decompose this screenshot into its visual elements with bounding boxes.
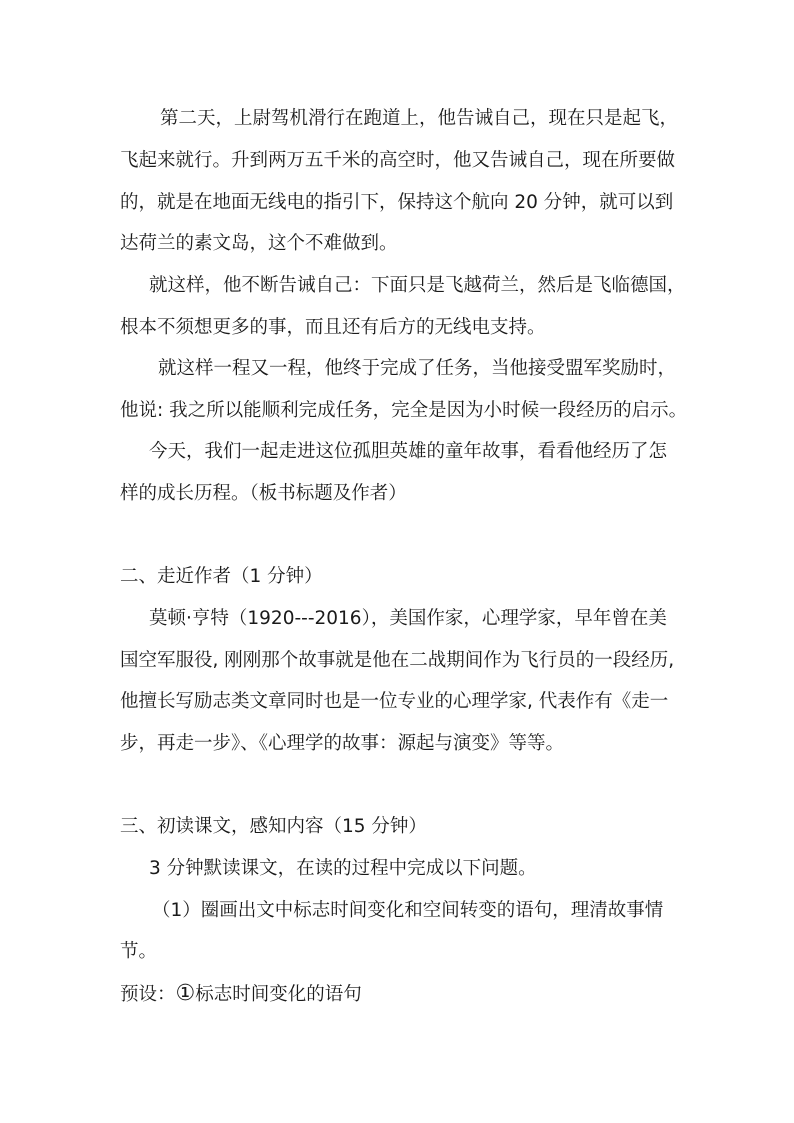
text-line: 3 分钟默读课文，在读的过程中完成以下问题。 [149,858,537,879]
text-line: 根本不须想更多的事，而且还有后方的无线电支持。 [120,317,546,338]
section-heading: 二、走近作者（1 分钟） [120,566,323,587]
text-line: 今天，我们一起走进这位孤胆英雄的童年故事，看看他经历了怎 [149,441,668,462]
text-line: 飞起来就行。升到两万五千米的高空时，他又告诫自己，现在所要做 [120,150,676,171]
text-line: 节。 [120,941,158,962]
text-line: 达荷兰的素文岛，这个不难做到。 [120,233,398,254]
text-line: 国空军服役, 刚刚那个故事就是他在二战期间作为飞行员的一段经历, [120,650,675,671]
circled-number: ① [175,981,196,1006]
text-line: （1）圈画出文中标志时间变化和空间转变的语句，理清故事情 [152,900,664,921]
text-line: 就这样，他不断告诫自己：下面只是飞越荷兰，然后是飞临德国， [149,275,686,296]
text-line: 的，就是在地面无线电的指引下，保持这个航向 20 分钟，就可以到 [120,192,674,213]
text-line: 第二天，上尉驾机滑行在跑道上，他告诫自己，现在只是起飞， [160,108,679,129]
preset-text: 标志时间变化的语句 [195,984,362,1005]
text-line: 莫顿·亨特（1920---2016），美国作家，心理学家，早年曾在美 [149,608,667,629]
text-line: 样的成长历程。（板书标题及作者） [120,483,407,504]
section-heading: 三、初读课文，感知内容（15 分钟） [120,816,427,837]
text-line: 就这样一程又一程，他终于完成了任务，当他接受盟军奖励时， [158,358,677,379]
text-line: 步，再走一步》、《心理学的故事：源起与演变》等等。 [120,733,565,754]
preset-line [120,982,362,1007]
text-line: 他擅长写励志类文章同时也是一位专业的心理学家, 代表作有《走一 [120,691,669,712]
text-line: 他说: 我之所以能顺利完成任务，完全是因为小时候一段经历的启示。 [120,400,688,421]
preset-label: 预设： [120,984,176,1005]
